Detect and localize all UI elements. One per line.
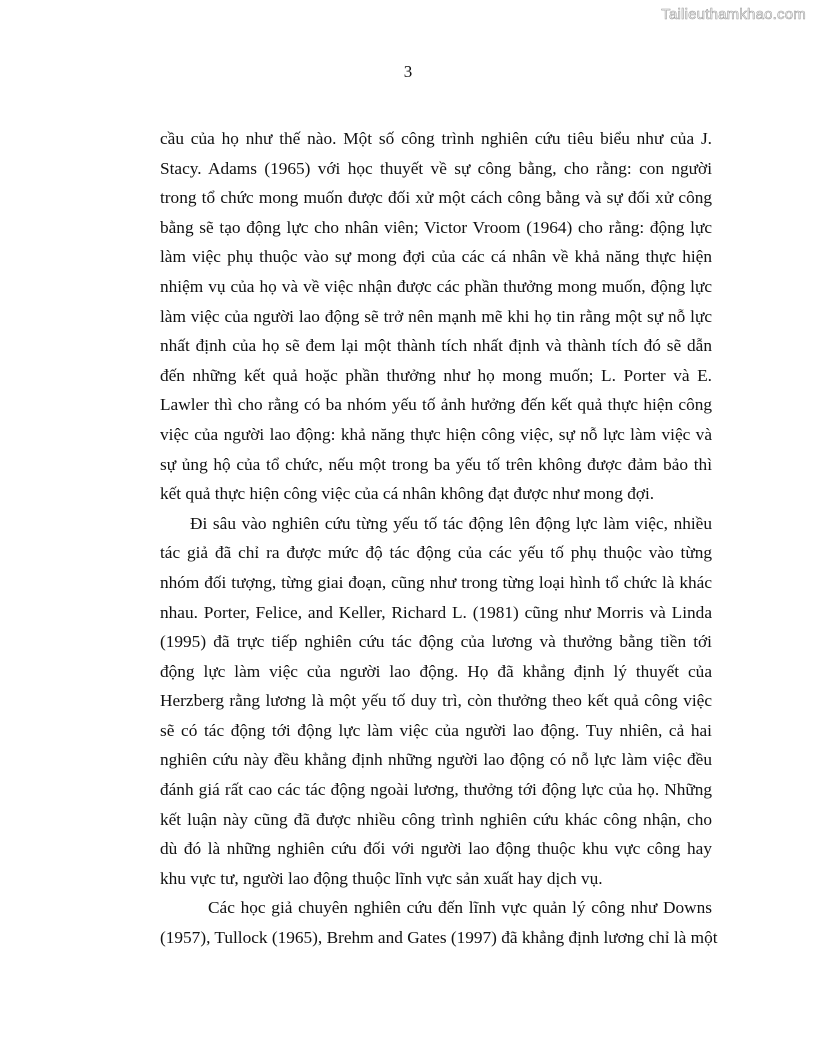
text-line: cầu của họ như thế nào. Một số công trình nghiên cứu tiêu biểu như của J. (160, 129, 712, 148)
text-line: bằng sẽ tạo động lực cho nhân viên; Victor Vroom (1964) cho rằng: động lực (160, 217, 712, 237)
watermark-text: Tailieuthamkhao.com (661, 6, 806, 23)
text-line: Lawler thì cho rằng có ba nhóm yếu tố ảnh hưởng đến kết quả thực hiện công (160, 395, 712, 415)
text-line: trong tổ chức mong muốn được đối xử một cách công bằng và sự đối xử công (160, 188, 712, 208)
text-line: việc của người lao động: khả năng thực hiện công việc, sự nỗ lực làm việc và (160, 424, 712, 444)
text-line: Stacy. Adams (1965) với học thuyết về sự công bằng, cho rằng: con người (160, 158, 712, 178)
paragraph-3 (160, 893, 718, 952)
paragraph-2 (160, 509, 712, 894)
text-line: động lực làm việc của người lao động. Họ đã khẳng định lý thuyết của (160, 661, 712, 681)
text-line: kết luận này cũng đã được nhiều công trình nghiên cứu khác công nhận, cho (160, 809, 712, 829)
text-line: Đi sâu vào nghiên cứu từng yếu tố tác động lên động lực làm việc, nhiều (190, 513, 712, 533)
text-line: kết quả thực hiện công việc của cá nhân không đạt được như mong đợi. (160, 484, 655, 504)
paragraph-1 (160, 124, 712, 509)
text-line: làm việc của người lao động sẽ trở nên mạnh mẽ khi họ tin rằng một sự nỗ lực (160, 306, 712, 326)
text-line: sẽ có tác động tới động lực làm việc của người lao động. Tuy nhiên, cả hai (160, 720, 712, 740)
text-line: tác giả đã chỉ ra được mức độ tác động của các yếu tố phụ thuộc vào từng (160, 543, 712, 563)
page-number: 3 (403, 62, 413, 81)
text-line: nhau. Porter, Felice, and Keller, Richard L. (1981) cũng như Morris và Linda (160, 602, 712, 622)
text-line: (1995) đã trực tiếp nghiên cứu tác động của lương và thưởng bằng tiền tới (160, 632, 712, 652)
document-body (160, 124, 718, 953)
text-line: sự ủng hộ của tổ chức, nếu một trong ba yếu tố trên không được đảm bảo thì (160, 454, 712, 474)
text-line: nghiên cứu này đều khẳng định những người lao động có nỗ lực làm việc đều (160, 750, 712, 770)
text-line: khu vực tư, người lao động thuộc lĩnh vực sản xuất hay dịch vụ. (160, 868, 603, 888)
text-line: nhóm đối tượng, từng giai đoạn, cũng như trong từng loại hình tổ chức là khác (160, 572, 712, 592)
text-line: (1957), Tullock (1965), Brehm and Gates (1997) đã khẳng định lương chỉ là một (160, 928, 718, 948)
text-line: dù đó là những nghiên cứu đối với người lao động thuộc khu vực công hay (160, 839, 712, 859)
text-line: nhiệm vụ của họ và về việc nhận được các phần thưởng mong muốn, động lực (160, 276, 712, 296)
text-line: đến những kết quả hoặc phần thưởng như họ mong muốn; L. Porter và E. (160, 365, 712, 385)
text-line: Herzberg rằng lương là một yếu tố duy trì, còn thưởng theo kết quả công việc (160, 691, 712, 711)
text-line: đánh giá rất cao các tác động ngoài lương, thưởng tới động lực của họ. Những (160, 780, 712, 800)
text-line: làm việc phụ thuộc vào sự mong đợi của các cá nhân về khả năng thực hiện (160, 247, 712, 267)
text-line: nhất định của họ sẽ đem lại một thành tích nhất định và thành tích đó sẽ dẫn (160, 336, 712, 356)
text-line: Các học giả chuyên nghiên cứu đến lĩnh vực quản lý công như Downs (208, 898, 712, 918)
